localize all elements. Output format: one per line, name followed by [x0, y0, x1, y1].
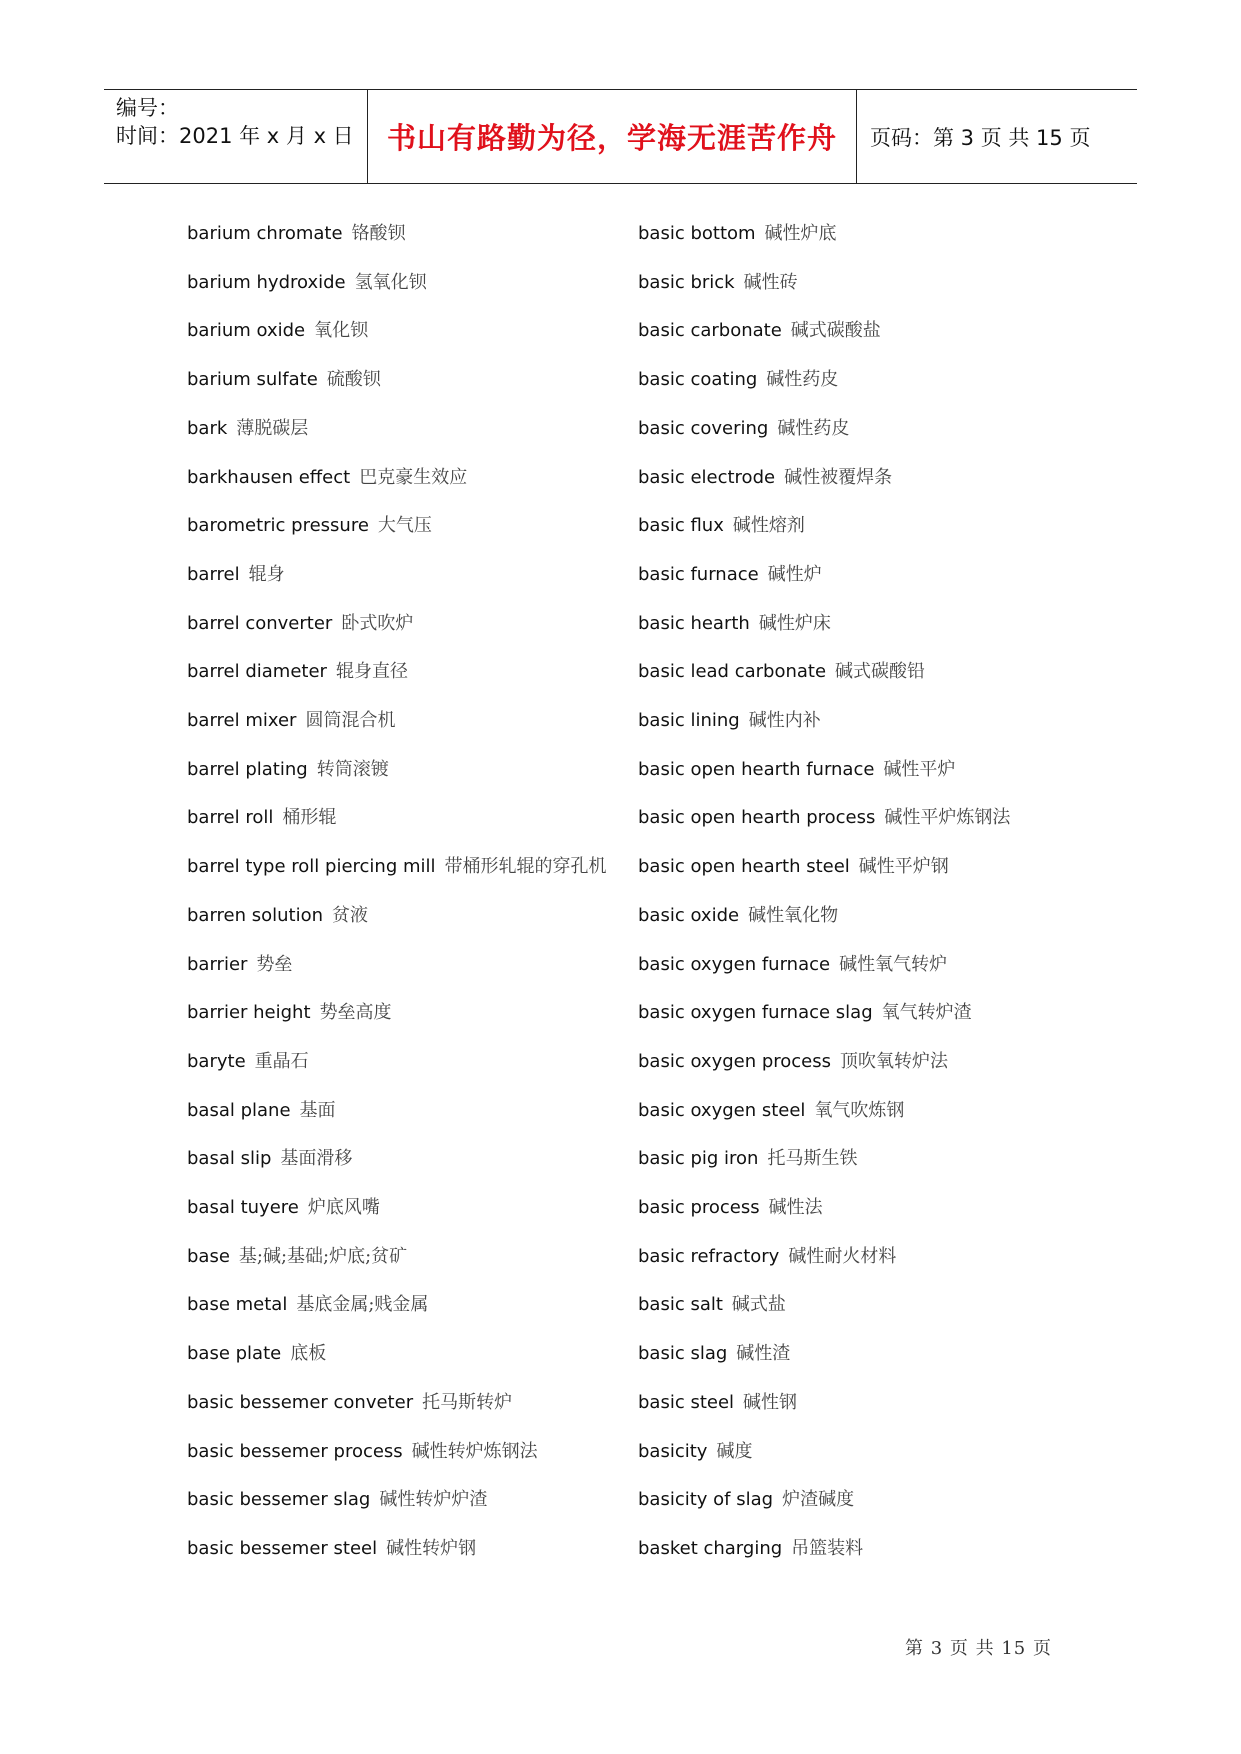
- term-english: barrel plating: [187, 758, 308, 780]
- term-chinese: 辊身: [248, 563, 285, 585]
- term-chinese: 碱性转炉钢: [386, 1537, 477, 1559]
- term-english: barium oxide: [187, 320, 306, 342]
- term-english: basic open hearth process: [638, 807, 876, 829]
- term-chinese: 碱性转炉炼钢法: [411, 1440, 538, 1462]
- term-english: basic pig iron: [638, 1148, 759, 1170]
- glossary-entry-right: [638, 319, 881, 343]
- glossary-entry-right: [638, 222, 837, 246]
- term-english: basic lining: [638, 710, 740, 731]
- glossary-entry-left: [187, 514, 432, 538]
- glossary-entry-left: [187, 806, 336, 830]
- glossary-entry-left: [187, 855, 607, 879]
- glossary-entry-right: [638, 709, 821, 733]
- glossary-entry-right: [638, 417, 849, 441]
- term-english: basic steel: [638, 1391, 735, 1413]
- term-chinese: 顶吹氧转炉法: [840, 1050, 949, 1072]
- term-chinese: 碱性熔剂: [732, 515, 805, 537]
- term-english: barrel type roll piercing mill: [187, 856, 436, 878]
- term-english: barrel mixer: [187, 710, 297, 731]
- term-english: basicity of slag: [638, 1489, 774, 1511]
- glossary-entry-right: [638, 1245, 896, 1269]
- glossary-entry-left: [187, 1537, 476, 1561]
- glossary-entry-right: [638, 1099, 904, 1123]
- term-chinese: 铬酸钡: [351, 223, 406, 244]
- term-chinese: 碱性转炉炉渣: [379, 1489, 488, 1511]
- glossary-entry-left: [187, 1245, 407, 1269]
- term-chinese: 托马斯转炉: [422, 1391, 513, 1413]
- term-english: basic bottom: [638, 223, 756, 244]
- glossary-entry-left: [187, 368, 381, 392]
- term-english: barium sulfate: [187, 369, 318, 391]
- term-english: basic hearth: [638, 612, 750, 634]
- glossary-entry-left: [187, 660, 408, 684]
- glossary-entry-left: [187, 709, 395, 733]
- term-english: basket charging: [638, 1537, 783, 1559]
- glossary-entry-left: [187, 1099, 336, 1123]
- term-chinese: 碱式碳酸铅: [835, 661, 926, 683]
- glossary-entry-right: [638, 1537, 863, 1561]
- glossary-entry-left: [187, 758, 389, 782]
- term-english: basic salt: [638, 1294, 723, 1316]
- term-chinese: 碱性被覆焊条: [784, 466, 893, 488]
- term-english: basic coating: [638, 369, 758, 391]
- term-english: basic oxygen process: [638, 1050, 832, 1072]
- term-english: basic brick: [638, 271, 735, 293]
- term-chinese: 重晶石: [254, 1050, 309, 1072]
- term-chinese: 桶形辊: [282, 807, 337, 829]
- term-english: basic carbonate: [638, 320, 782, 342]
- glossary-entry-right: [638, 806, 1010, 830]
- term-english: bark: [187, 417, 228, 439]
- term-chinese: 碱式盐: [731, 1294, 786, 1316]
- document-number-label: 编号：: [116, 96, 179, 120]
- term-chinese: 大气压: [377, 515, 432, 537]
- term-chinese: 圆筒混合机: [305, 710, 396, 731]
- glossary-entry-left: [187, 1147, 352, 1171]
- glossary-entry-right: [638, 1342, 790, 1366]
- glossary-entry-right: [638, 953, 947, 977]
- term-chinese: 势垒: [256, 953, 293, 975]
- term-chinese: 碱性炉底: [764, 223, 837, 244]
- term-chinese: 基底金属;贱金属: [296, 1294, 429, 1316]
- term-chinese: 带桶形轧辊的穿孔机: [444, 856, 607, 878]
- term-chinese: 转筒滚镀: [316, 758, 389, 780]
- glossary-entry-right: [638, 660, 925, 684]
- term-english: basic oxide: [638, 904, 740, 926]
- term-english: basic lead carbonate: [638, 661, 827, 683]
- term-chinese: 氢氧化钡: [354, 271, 427, 293]
- glossary-entry-right: [638, 1293, 786, 1317]
- term-english: barrier: [187, 953, 248, 975]
- term-english: basic oxygen furnace: [638, 953, 831, 975]
- term-chinese: 氧气吹炼钢: [814, 1099, 905, 1121]
- term-english: basic slag: [638, 1343, 728, 1365]
- term-chinese: 碱性药皮: [777, 417, 850, 439]
- glossary-entry-right: [638, 1440, 752, 1464]
- term-english: baryte: [187, 1050, 246, 1072]
- glossary-entry-right: [638, 612, 831, 636]
- glossary-entry-left: [187, 1391, 512, 1415]
- glossary-entry-right: [638, 1196, 823, 1220]
- glossary-entry-right: [638, 1147, 857, 1171]
- glossary-entry-right: [638, 1001, 972, 1025]
- glossary-entry-right: [638, 514, 805, 538]
- document-time-label: 时间：2021 年 x 月 x 日: [116, 124, 354, 148]
- term-english: barrel: [187, 563, 240, 585]
- term-chinese: 碱性药皮: [766, 369, 839, 391]
- glossary-entry-left: [187, 466, 467, 490]
- term-chinese: 碱性炉床: [758, 612, 831, 634]
- glossary-entry-left: [187, 612, 413, 636]
- glossary-entry-left: [187, 1050, 309, 1074]
- glossary-entry-left: [187, 271, 427, 295]
- term-chinese: 炉底风嘴: [307, 1197, 380, 1218]
- header-motto: 书山有路勤为径，学海无涯苦作舟: [386, 121, 837, 155]
- glossary-entry-left: [187, 953, 292, 977]
- term-english: basic refractory: [638, 1245, 780, 1267]
- term-english: basic bessemer process: [187, 1440, 403, 1462]
- term-chinese: 吊篮装料: [791, 1537, 864, 1559]
- term-english: basic flux: [638, 515, 724, 537]
- term-chinese: 碱性钢: [743, 1391, 798, 1413]
- term-chinese: 薄脱碳层: [236, 417, 309, 439]
- page-footer: 第 3 页 共 15 页: [905, 1638, 1052, 1659]
- term-chinese: 贫液: [332, 904, 369, 926]
- term-chinese: 基面: [299, 1099, 336, 1121]
- term-english: basic open hearth furnace: [638, 758, 875, 780]
- term-english: basal slip: [187, 1148, 272, 1170]
- term-english: barometric pressure: [187, 515, 369, 537]
- glossary-entry-left: [187, 1342, 326, 1366]
- term-english: basic bessemer steel: [187, 1537, 378, 1559]
- term-english: barium chromate: [187, 223, 343, 244]
- term-chinese: 碱度: [716, 1440, 753, 1462]
- term-english: basic bessemer conveter: [187, 1391, 414, 1413]
- term-chinese: 巴克豪生效应: [359, 466, 468, 488]
- term-english: barrier height: [187, 1002, 311, 1024]
- term-chinese: 势垒高度: [319, 1002, 392, 1024]
- term-english: barren solution: [187, 904, 324, 926]
- term-chinese: 碱性平炉炼钢法: [884, 807, 1011, 829]
- term-chinese: 卧式吹炉: [341, 612, 414, 634]
- glossary-entry-left: [187, 904, 368, 928]
- term-chinese: 碱性平炉: [883, 758, 956, 780]
- term-english: basic open hearth steel: [638, 856, 850, 878]
- header-page-label: 页码：第 3 页 共 15 页: [870, 125, 1091, 150]
- term-chinese: 碱性渣: [736, 1343, 791, 1365]
- term-english: barrel converter: [187, 612, 333, 634]
- term-chinese: 氧气转炉渣: [881, 1002, 972, 1024]
- glossary-entry-right: [638, 855, 949, 879]
- term-chinese: 基;碱;基础;炉底;贫矿: [238, 1245, 408, 1267]
- glossary-entry-right: [638, 904, 838, 928]
- term-english: basicity: [638, 1440, 708, 1462]
- term-english: basic bessemer slag: [187, 1489, 371, 1511]
- term-english: basal plane: [187, 1099, 291, 1121]
- glossary-entry-right: [638, 466, 892, 490]
- term-chinese: 碱性炉: [767, 563, 822, 585]
- term-english: basic electrode: [638, 466, 776, 488]
- term-chinese: 氧化钡: [314, 320, 369, 342]
- term-chinese: 碱性耐火材料: [788, 1245, 897, 1267]
- term-english: barrel diameter: [187, 661, 327, 683]
- term-chinese: 碱性氧化物: [748, 904, 839, 926]
- term-chinese: 碱性砖: [743, 271, 798, 293]
- term-english: basic oxygen steel: [638, 1099, 806, 1121]
- term-english: basic covering: [638, 417, 769, 439]
- glossary-entry-left: [187, 222, 406, 246]
- glossary-entry-right: [638, 1391, 797, 1415]
- term-chinese: 基面滑移: [280, 1148, 353, 1170]
- term-chinese: 碱性法: [768, 1197, 823, 1218]
- glossary-entry-right: [638, 1488, 854, 1512]
- term-chinese: 碱性内补: [748, 710, 821, 731]
- term-chinese: 碱式碳酸盐: [790, 320, 881, 342]
- term-english: base plate: [187, 1343, 282, 1365]
- term-english: basic process: [638, 1197, 760, 1218]
- glossary-entry-right: [638, 758, 955, 782]
- glossary-entry-left: [187, 1293, 428, 1317]
- glossary-entry-right: [638, 1050, 948, 1074]
- glossary-entry-left: [187, 1196, 380, 1220]
- glossary-entry-right: [638, 271, 798, 295]
- term-english: barrel roll: [187, 807, 274, 829]
- glossary-entry-left: [187, 319, 368, 343]
- glossary-entry-right: [638, 368, 838, 392]
- glossary-entry-left: [187, 417, 308, 441]
- term-chinese: 碱性氧气转炉: [839, 953, 948, 975]
- glossary-entry-left: [187, 1001, 392, 1025]
- term-chinese: 辊身直径: [335, 661, 408, 683]
- term-english: base: [187, 1245, 230, 1267]
- term-chinese: 托马斯生铁: [767, 1148, 858, 1170]
- term-english: basic oxygen furnace slag: [638, 1002, 873, 1024]
- term-chinese: 炉渣碱度: [782, 1489, 855, 1511]
- term-english: basic furnace: [638, 563, 759, 585]
- term-english: base metal: [187, 1294, 288, 1316]
- glossary-entry-right: [638, 563, 822, 587]
- term-chinese: 硫酸钡: [326, 369, 381, 391]
- term-chinese: 底板: [290, 1343, 327, 1365]
- term-english: barium hydroxide: [187, 271, 346, 293]
- term-chinese: 碱性平炉钢: [858, 856, 949, 878]
- term-english: basal tuyere: [187, 1197, 299, 1218]
- term-english: barkhausen effect: [187, 466, 351, 488]
- glossary-entry-left: [187, 563, 285, 587]
- glossary-entry-left: [187, 1440, 538, 1464]
- glossary-entry-left: [187, 1488, 487, 1512]
